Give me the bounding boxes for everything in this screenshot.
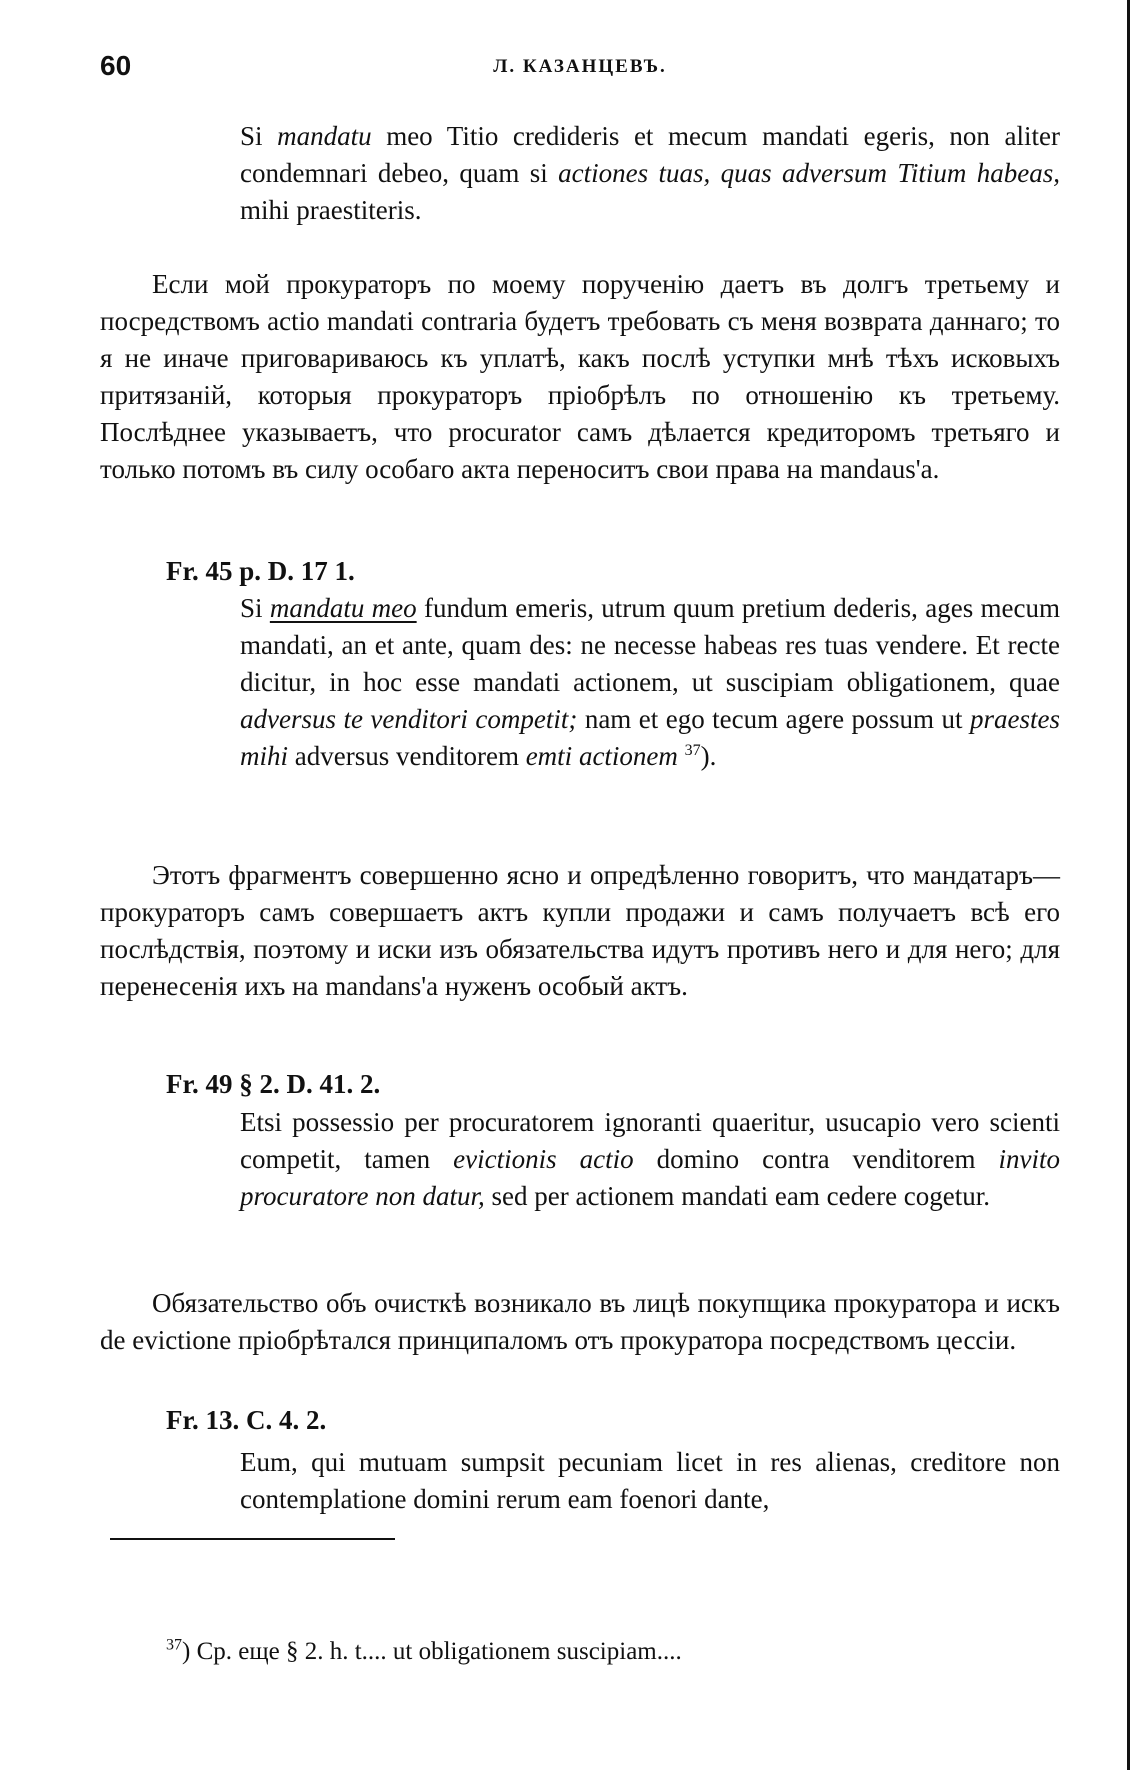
page-header: [100, 50, 1060, 90]
russian-paragraph-2: Этотъ фрагментъ совершенно ясно и опредѣленно говоритъ, что мандатаръ—прокураторъ самъ совершаетъ актъ купли продажи и самъ получаетъ всѣ его послѣдствія, поэтому и иски изъ обязательства идутъ противъ него и для него; для перенесенія ихъ на mandans'а нуженъ особый актъ.: [100, 860, 1060, 1001]
page-number: 60: [100, 50, 132, 81]
latin-quote-2: Si mandatu meo fundum emeris, utrum quum pretium dederis, ages mecum mandati, an et ante, quam des: ne necesse habeas res tuas vendere. Et recte dicitur, in hoc esse mandati actionem, ut suscipiam obligationem, quae adversus te venditori competit; nam et ego tecum agere possum ut praestes mihi adversus venditorem emti actionem $^{37}$).: [240, 593, 1061, 771]
citation-2: Fr. 49 § 2. D. 41. 2.: [166, 1069, 381, 1099]
page-edge-rule: [1127, 0, 1130, 1770]
latin-quote-4: Eum, qui mutuam sumpsit pecuniam licet in res alienas, creditore non contemplatione domini rerum eam foenori dante,: [240, 1447, 1060, 1514]
footnote-text: ) Ср. еще § 2. h. t.... ut obligationem suscipiam....: [182, 1638, 682, 1665]
footnote-rule: [110, 1538, 395, 1540]
latin-quote-3: Etsi possessio per procuratorem ignoranti quaeritur, usucapio vero scienti competit, tamen evictionis actio domino contra venditorem invito procuratore non datur, sed per actionem mandati eam cedere cogetur.: [240, 1107, 1060, 1211]
footnote: [166, 1636, 682, 1668]
running-head: Л. КАЗАНЦЕВЪ.: [493, 56, 667, 77]
footnote-mark: 37: [166, 1636, 182, 1654]
latin-quote-1: Si mandatu meo Titio credideris et mecum mandati egeris, non aliter condemnari debeo, quam si actiones tuas, quas adversum Titium habeas, mihi praestiteris.: [240, 121, 1060, 225]
russian-paragraph-3: Обязательство объ очисткѣ возникало въ лицѣ покупщика прокуратора и искъ de evictione пріобрѣтался принципаломъ отъ прокуратора посредствомъ цессіи.: [100, 1288, 1060, 1355]
citation-1: Fr. 45 p. D. 17 1.: [166, 556, 355, 586]
russian-paragraph-1: Если мой прокураторъ по моему порученію даетъ въ долгъ третьему и посредствомъ actio mandati contraria будетъ требовать съ меня возврата даннаго; то я не иначе приговариваюсь къ уплатѣ, какъ послѣ уступки мнѣ тѣхъ исковыхъ притязаній, которыя прокураторъ пріобрѣлъ по отношенію къ третьему. Послѣднее указываетъ, что procurator самъ дѣлается кредиторомъ третьяго и только потомъ въ силу особаго акта переноситъ свои права на mandaus'а.: [100, 269, 1060, 484]
citation-3: Fr. 13. C. 4. 2.: [166, 1405, 327, 1435]
